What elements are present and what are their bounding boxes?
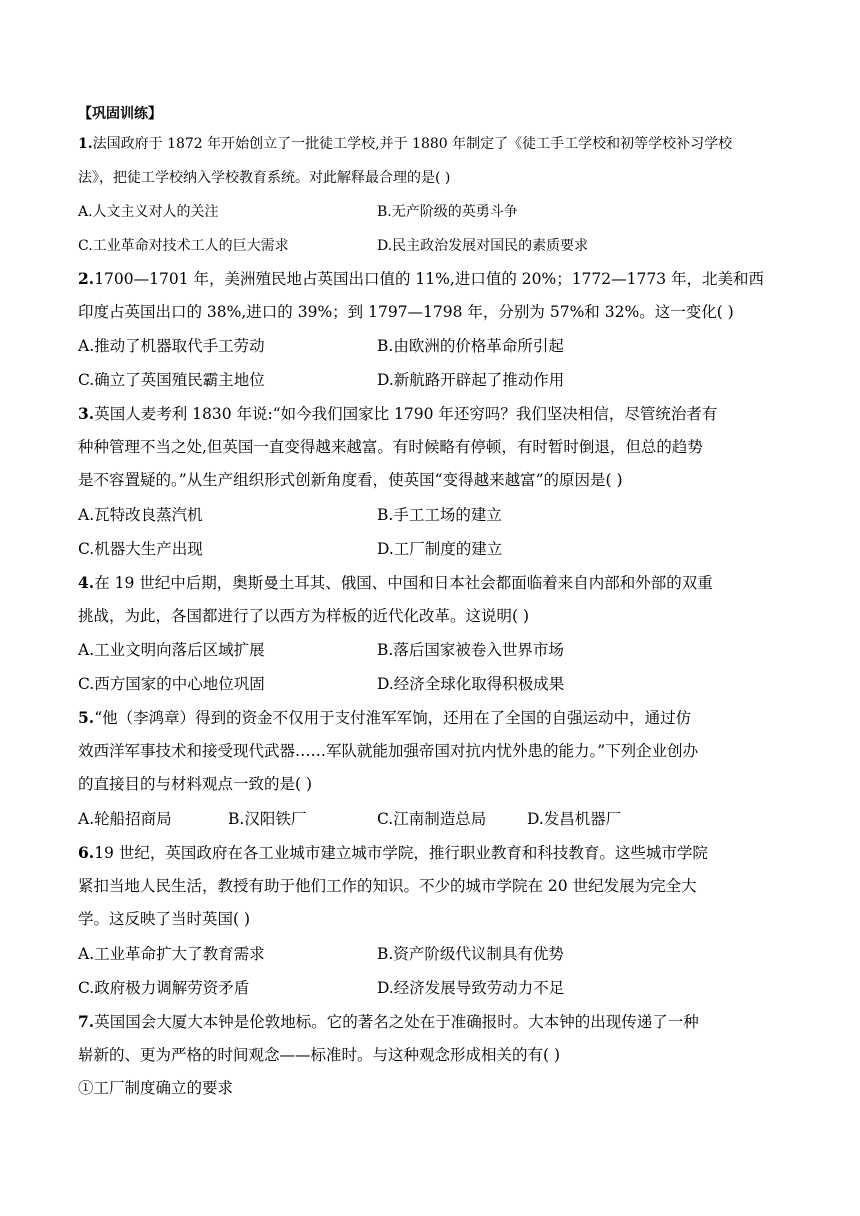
question-line: 5.“他（李鸿章）得到的资金不仅用于支付淮军军饷，还用在了全国的自强运动中，通过仿 xyxy=(78,708,692,727)
question-line: 的直接目的与材料观点一致的是( ) xyxy=(78,775,313,793)
option-c: C.西方国家的中心地位巩固 xyxy=(78,675,265,693)
option-b: B.无产阶级的英勇斗争 xyxy=(377,204,518,220)
question-number: 5. xyxy=(78,708,95,727)
question-number: 7. xyxy=(78,1012,95,1031)
option-c: C.确立了英国殖民霸主地位 xyxy=(78,371,265,389)
question-line: 学。这反映了当时英国( ) xyxy=(78,910,251,928)
question-line: 是不容置疑的。”从生产组织形式创新角度看，使英国“变得越来越富”的原因是( ) xyxy=(78,471,623,489)
question-line: 6.19 世纪，英国政府在各工业城市建立城市学院，推行职业教育和科技教育。这些城市学院 xyxy=(78,843,708,862)
question-1 xyxy=(78,127,783,263)
question-5 xyxy=(78,701,783,836)
question-line: 印度占英国出口的 38%,进口的 39%；到 1797—1798 年，分别为 57%和 32%。这一变化( ) xyxy=(78,302,734,321)
section-title: 【巩固训练】 xyxy=(78,106,162,122)
option-c: C.工业革命对技术工人的巨大需求 xyxy=(78,238,289,254)
option-b: B.落后国家被卷入世界市场 xyxy=(377,641,564,659)
question-7 xyxy=(78,1005,783,1106)
option-b: B.手工工场的建立 xyxy=(377,505,502,524)
question-2 xyxy=(78,262,783,397)
question-line: 7.英国国会大厦大本钟是伦敦地标。它的著名之处在于准确报时。大本钟的出现传递了一种 xyxy=(78,1012,699,1031)
option-a: A.工业革命扩大了教育需求 xyxy=(78,944,265,963)
options-row xyxy=(78,329,783,363)
question-line: 1.法国政府于 1872 年开始创立了一批徒工学校,并于 1880 年制定了《徒工手工学校和初等学校补习学校 xyxy=(78,136,733,152)
option-d: D.工厂制度的建立 xyxy=(377,539,503,558)
option-a: A.人文主义对人的关注 xyxy=(78,204,219,220)
option-c: C.江南制造总局 xyxy=(377,809,487,828)
question-line: 种种管理不当之处,但英国一直变得越来越富。有时候略有停顿，有时暂时倒退，但总的趋势 xyxy=(78,437,703,456)
question-line: 效西洋军事技术和接受现代武器……军队就能加强帝国对抗内忧外患的能力。”下列企业创办 xyxy=(78,741,699,760)
question-6 xyxy=(78,836,783,1005)
option-a: A.工业文明向落后区域扩展 xyxy=(78,641,265,659)
options-row xyxy=(78,802,783,836)
question-line: 挑战，为此，各国都进行了以西方为样板的近代化改革。这说明( ) xyxy=(78,606,530,625)
question-number: 6. xyxy=(78,843,95,862)
options-row xyxy=(78,363,783,397)
options-row xyxy=(78,971,783,1005)
options-row xyxy=(78,229,783,263)
question-number: 4. xyxy=(78,573,95,592)
question-line: 4.在 19 世纪中后期，奥斯曼土耳其、俄国、中国和日本社会都面临着来自内部和外部的双重 xyxy=(78,573,713,592)
question-number: 1. xyxy=(78,136,93,152)
option-d: D.发昌机器厂 xyxy=(527,809,622,828)
question-line: 3.英国人麦考利 1830 年说:“如今我们国家比 1790 年还穷吗？我们坚决相信，尽管统治者有 xyxy=(78,404,718,423)
options-row xyxy=(78,937,783,971)
question-line: 2.1700—1701 年，美洲殖民地占英国出口值的 11%,进口值的 20%；1772—1773 年，北美和西 xyxy=(78,269,765,288)
options-row xyxy=(78,633,783,667)
option-d: D.经济发展导致劳动力不足 xyxy=(377,978,565,997)
option-d: D.民主政治发展对国民的素质要求 xyxy=(377,238,589,254)
question-line: 崭新的、更为严格的时间观念——标准时。与这种观念形成相关的有( ) xyxy=(78,1045,561,1064)
options-row xyxy=(78,498,783,532)
option-b: B.资产阶级代议制具有优势 xyxy=(377,944,564,963)
option-a: A.轮船招商局 xyxy=(78,809,172,828)
question-line: 紧扣当地人民生活，教授有助于他们工作的知识。不少的城市学院在 20 世纪发展为完全大 xyxy=(78,876,697,895)
option-c: C.机器大生产出现 xyxy=(78,539,203,558)
question-line: ①工厂制度确立的要求 xyxy=(78,1079,234,1097)
option-c: C.政府极力调解劳资矛盾 xyxy=(78,978,250,997)
options-row xyxy=(78,667,783,701)
options-row xyxy=(78,195,783,229)
question-4 xyxy=(78,566,783,701)
option-a: A.推动了机器取代手工劳动 xyxy=(78,337,265,355)
option-a: A.瓦特改良蒸汽机 xyxy=(78,505,203,524)
question-3 xyxy=(78,397,783,566)
option-d: D.经济全球化取得积极成果 xyxy=(377,675,565,693)
question-number: 2. xyxy=(78,269,95,288)
question-number: 3. xyxy=(78,404,95,423)
options-row xyxy=(78,532,783,566)
option-b: B.汉阳铁厂 xyxy=(228,809,307,828)
question-line: 法》，把徒工学校纳入学校教育系统。对此解释最合理的是( ) xyxy=(78,170,451,186)
option-d: D.新航路开辟起了推动作用 xyxy=(377,371,565,389)
option-b: B.由欧洲的价格革命所引起 xyxy=(377,337,564,355)
